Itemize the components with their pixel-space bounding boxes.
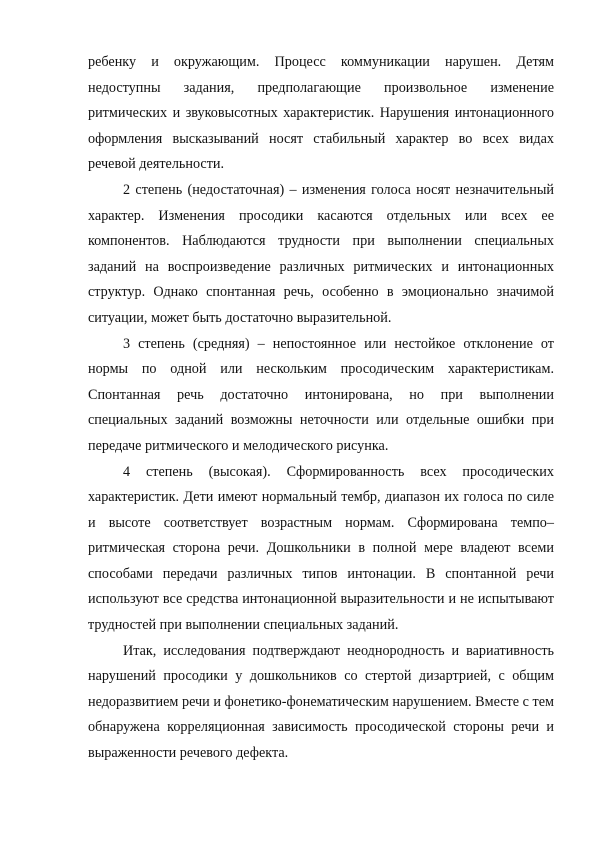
paragraph-degree-2: 2 степень (недостаточная) – изменения голоса носят незначительный характер. Изменения просодики касаются отдельных или всех ее компонентов. Наблюдаются трудности при выполнении специальных заданий на воспроизведение различных ритмических и интонационных структур. Однако спонтанная речь, особенно в эмоционально значимой ситуации, может быть достаточно выразительной. xyxy=(88,181,554,326)
paragraph-degree-4: 4 степень (высокая). Сформированность всех просодических характеристик. Дети имеют нормальный тембр, диапазон их голоса по силе и высоте соответствует возрастным нормам. Сформирована темпо–ритмическая сторона речи. Дошкольники в полной мере владеют всеми способами передачи различных типов интонации. В спонтанной речи используют все средства интонационной выразительности и не испытывают трудностей при выполнении специальных заданий. xyxy=(88,463,554,634)
paragraph-continuation: ребенку и окружающим. Процесс коммуникации нарушен. Детям недоступны задания, предполагающие произвольное изменение ритмических и звуковысотных характеристик. Нарушения интонационного оформления высказываний носят стабильный характер во всех видах речевой деятельности. xyxy=(88,54,554,173)
paragraph-conclusion: Итак, исследования подтверждают неоднородность и вариативность нарушений просодики у дошкольников со стертой дизартрией, с общим недоразвитием речи и фонетико-фонематическим нарушением. Вместе с тем обнаружена корреляционная зависимость просодической стороны речи и выраженности речевого дефекта. xyxy=(88,642,554,762)
document-page xyxy=(88,50,554,767)
paragraph-degree-3: 3 степень (средняя) – непостоянное или нестойкое отклонение от нормы по одной или нескольким просодическим характеристикам. Спонтанная речь достаточно интонирована, но при выполнении специальных заданий возможны неточности или отдельные ошибки при передаче ритмического и мелодического рисунка. xyxy=(88,335,554,454)
